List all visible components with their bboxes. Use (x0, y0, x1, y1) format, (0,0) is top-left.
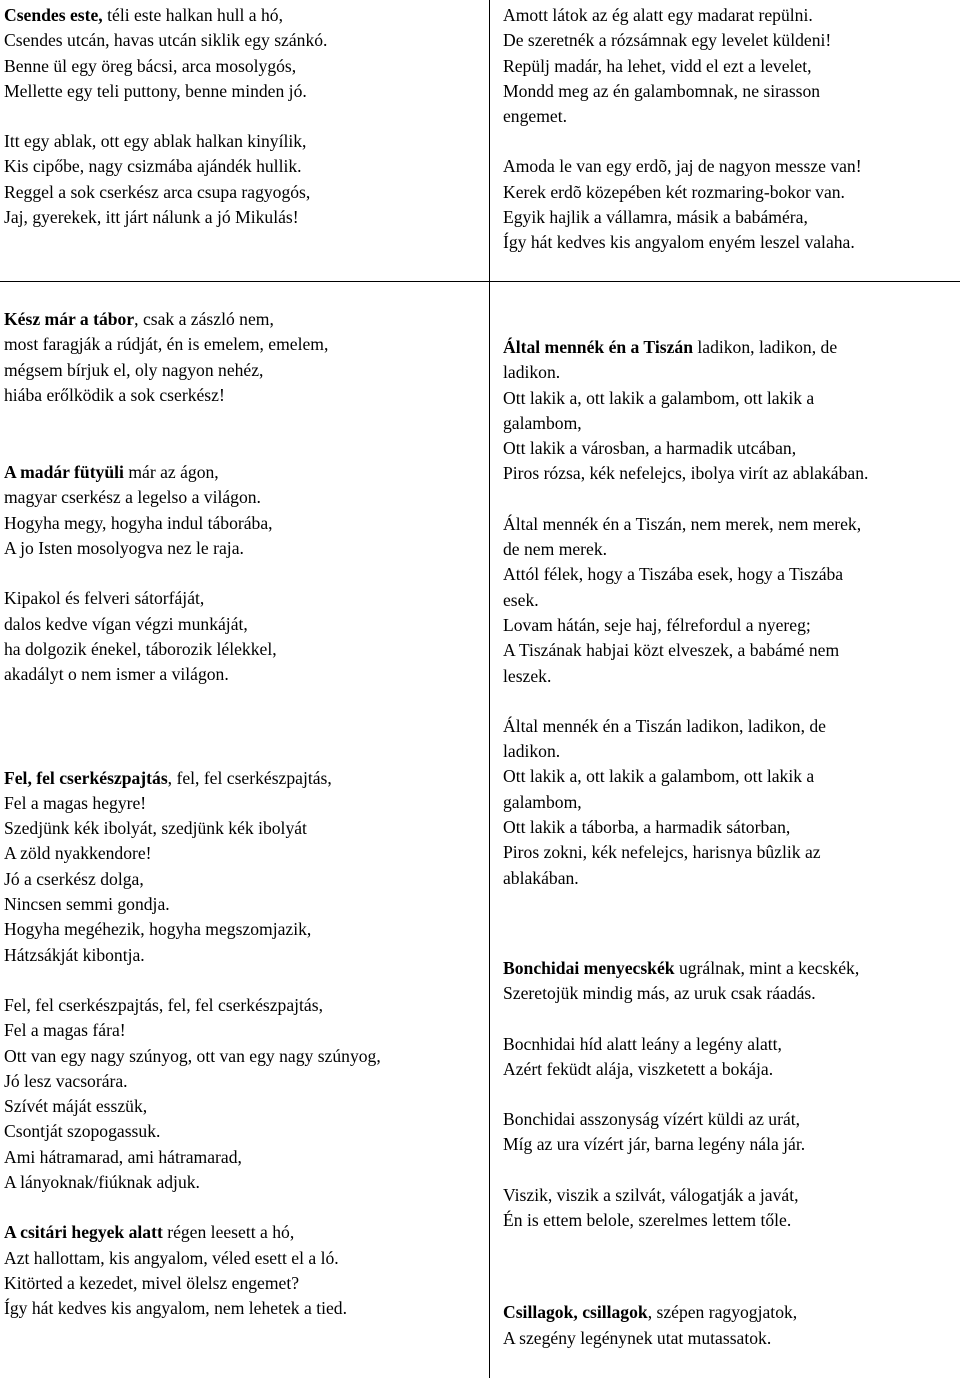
verse-text: Bonchidai asszonyság vízért küldi az urát, (503, 1109, 801, 1130)
verse-text: Attól félek, hogy a Tiszába esek, hogy a Tiszába (503, 564, 844, 585)
verse-text: Ott lakik a, ott lakik a galambom, ott lakik a (503, 766, 815, 787)
stanza (503, 1032, 868, 1083)
verse-text: ha dolgozik énekel, táborozik lélekkel, (4, 638, 277, 659)
verse-text: Fel a magas fára! (4, 1020, 126, 1041)
verse-text: A lányoknak/fiúknak adjuk. (4, 1172, 200, 1193)
verse-line (4, 791, 381, 816)
section-top-left (4, 3, 327, 230)
verse-line (4, 993, 381, 1018)
stanza (4, 460, 381, 561)
verse-text: engemet. (503, 106, 567, 127)
verse-line (503, 205, 862, 230)
stanza (503, 956, 868, 1007)
verse-title: Kész már a tábor (4, 309, 135, 329)
verse-line (503, 230, 862, 255)
verse-text: Jó lesz vacsorára. (4, 1070, 128, 1091)
verse-line (503, 1183, 868, 1208)
verse-line (4, 511, 381, 536)
verse-text: magyar cserkész a legelso a világon. (4, 487, 261, 508)
verse-line (503, 1300, 868, 1325)
verse-line (4, 917, 381, 942)
verse-line (503, 866, 868, 891)
verse-line (503, 79, 862, 104)
verse-line (4, 1094, 381, 1119)
stanza (4, 129, 327, 230)
verse-line (4, 1220, 381, 1245)
verse-line (4, 766, 381, 791)
stanza (503, 1107, 868, 1158)
verse-line (503, 411, 868, 436)
verse-line (4, 1018, 381, 1043)
verse-text: Azért feküdt alája, viszketett a bokája. (503, 1058, 774, 1079)
verse-line (4, 1296, 381, 1321)
verse-text: ladikon. (503, 741, 561, 762)
verse-line (4, 383, 381, 408)
verse-line (4, 841, 381, 866)
verse-line (503, 714, 868, 739)
verse-line (503, 739, 868, 764)
section-bottom-left (4, 307, 381, 1322)
verse-text: Én is ettem belole, szerelmes lettem tőle. (503, 1210, 792, 1231)
stanza (4, 993, 381, 1195)
verse-line (503, 1132, 868, 1157)
verse-line (4, 307, 381, 332)
column-divider (489, 0, 490, 1378)
verse-text: ugrálnak, mint a kecskék, (674, 957, 860, 978)
verse-line (503, 790, 868, 815)
verse-line (503, 335, 868, 360)
section-top-right (503, 3, 862, 256)
verse-line (503, 386, 868, 411)
verse-title: A madár fütyüli (4, 462, 124, 483)
verse-text: , csak a zászló nem, (134, 309, 274, 329)
verse-line (503, 3, 862, 28)
verse-title: Csillagok, csillagok (503, 1302, 648, 1323)
verse-line (4, 54, 327, 79)
verse-line (4, 816, 381, 841)
verse-text: Jó a cserkész dolga, (4, 868, 144, 889)
verse-line (4, 28, 327, 53)
verse-text: Ami hátramarad, ami hátramarad, (4, 1146, 242, 1167)
verse-line (503, 28, 862, 53)
verse-text: Míg az ura vízért jár, barna legény nála jár. (503, 1134, 806, 1155)
verse-line (4, 586, 381, 611)
verse-text: Ott lakik a táborba, a harmadik sátorban, (503, 817, 791, 838)
verse-text: Benne ül egy öreg bácsi, arca mosolygós, (4, 55, 297, 76)
verse-line (4, 1246, 381, 1271)
verse-text: Hátzsákját kibontja. (4, 944, 145, 965)
verse-line (503, 1057, 868, 1082)
verse-text: Csendes utcán, havas utcán siklik egy szánkó. (4, 30, 328, 51)
verse-text: leszek. (503, 665, 552, 686)
verse-line (4, 180, 327, 205)
verse-line (4, 460, 381, 485)
stanza (503, 1300, 868, 1351)
stanza (503, 714, 868, 891)
verse-line (503, 613, 868, 638)
verse-line (4, 205, 327, 230)
verse-text: A Tiszának habjai közt elveszek, a babámé nem (503, 640, 840, 661)
verse-line (503, 360, 868, 385)
verse-title: Bonchidai menyecskék (503, 957, 675, 978)
verse-line (503, 981, 868, 1006)
verse-line (4, 892, 381, 917)
verse-text: ladikon. (503, 362, 561, 383)
verse-text: Ott van egy nagy szúnyog, ott van egy nagy szúnyog, (4, 1045, 381, 1066)
verse-text: Ott lakik a, ott lakik a galambom, ott lakik a (503, 387, 815, 408)
verse-text: dalos kedve vígan végzi munkáját, (4, 613, 248, 634)
verse-line (503, 537, 868, 562)
verse-title: Csendes este, (4, 5, 103, 25)
verse-text: A szegény legénynek utat mutassatok. (503, 1327, 772, 1348)
verse-text: téli este halkan hull a hó, (102, 5, 284, 25)
verse-title: Fel, fel cserkészpajtás (4, 767, 168, 788)
stanza (503, 1183, 868, 1234)
stanza (4, 1220, 381, 1321)
verse-line (503, 1032, 868, 1057)
verse-text: Így hát kedves kis angyalom enyém leszel valaha. (503, 232, 855, 253)
verse-text: , szépen ragyogjatok, (647, 1302, 798, 1323)
verse-text: De szeretnék a rózsámnak egy levelet küldeni! (503, 30, 832, 51)
verse-text: galambom, (503, 412, 582, 433)
verse-line (503, 461, 868, 486)
verse-text: A zöld nyakkendore! (4, 843, 152, 864)
verse-text: Kitörted a kezedet, mivel ölelsz engemet? (4, 1272, 300, 1293)
verse-line (503, 815, 868, 840)
verse-line (4, 637, 381, 662)
verse-text: mégsem bírjuk el, oly nagyon nehéz, (4, 359, 264, 380)
verse-line (4, 358, 381, 383)
stanza (4, 307, 381, 408)
verse-text: Hogyha megéhezik, hogyha megszomjazik, (4, 919, 312, 940)
verse-line (4, 1069, 381, 1094)
verse-line (4, 536, 381, 561)
verse-text: Amott látok az ég alatt egy madarat repülni. (503, 5, 813, 25)
verse-line (503, 436, 868, 461)
verse-text: Itt egy ablak, ott egy ablak halkan kinyílik, (4, 131, 307, 152)
verse-text: Ott lakik a városban, a harmadik utcában, (503, 438, 797, 459)
verse-line (503, 956, 868, 981)
verse-text: Hogyha megy, hogyha indul táborába, (4, 512, 273, 533)
verse-line (4, 612, 381, 637)
verse-line (503, 154, 862, 179)
verse-text: Azt hallottam, kis angyalom, véled esett el a ló. (4, 1247, 339, 1268)
verse-text: akadályt o nem ismer a világon. (4, 664, 229, 685)
verse-line (503, 562, 868, 587)
section-bottom-right (503, 335, 868, 1351)
verse-line (503, 840, 868, 865)
verse-line (4, 1271, 381, 1296)
verse-text: Mellette egy teli puttony, benne minden jó. (4, 80, 307, 101)
verse-text: Kis cipőbe, nagy csizmába ajándék hullik. (4, 156, 302, 177)
verse-line (4, 154, 327, 179)
verse-text: Kipakol és felveri sátorfáját, (4, 588, 205, 609)
verse-text: Reggel a sok cserkész arca csupa ragyogós, (4, 181, 311, 202)
verse-line (503, 588, 868, 613)
verse-text: Piros rózsa, kék nefelejcs, ibolya virít az ablakában. (503, 463, 869, 484)
verse-text: régen leesett a hó, (162, 1222, 295, 1243)
verse-text: Mondd meg az én galambomnak, ne sirasson (503, 80, 821, 101)
verse-line (4, 129, 327, 154)
verse-text: Piros zokni, kék nefelejcs, harisnya bûzlik az (503, 842, 821, 863)
verse-text: hiába erőlködik a sok cserkész! (4, 384, 225, 405)
verse-text: most faragják a rúdját, én is emelem, emelem, (4, 334, 329, 355)
verse-line (503, 638, 868, 663)
verse-text: Bocnhidai híd alatt leány a legény alatt, (503, 1033, 782, 1054)
verse-line (503, 104, 862, 129)
verse-title: A csitári hegyek alatt (4, 1222, 163, 1243)
verse-text: A jo Isten mosolyogva nez le raja. (4, 538, 244, 559)
verse-line (503, 1208, 868, 1233)
verse-text: már az ágon, (123, 462, 219, 483)
verse-text: esek. (503, 589, 539, 610)
verse-text: Kerek erdõ közepében két rozmaring-bokor van. (503, 181, 845, 202)
verse-text: Által mennék én a Tiszán ladikon, ladikon, de (503, 715, 826, 736)
stanza (503, 3, 862, 129)
verse-text: Repülj madár, ha lehet, vidd el ezt a levelet, (503, 55, 812, 76)
verse-text: Nincsen semmi gondja. (4, 894, 170, 915)
verse-text: Jaj, gyerekek, itt járt nálunk a jó Mikulás! (4, 207, 299, 228)
stanza (4, 3, 327, 104)
verse-text: Szívét máját esszük, (4, 1096, 148, 1117)
verse-line (4, 1044, 381, 1069)
verse-line (503, 180, 862, 205)
verse-text: Szedjünk kék ibolyát, szedjünk kék ibolyát (4, 818, 307, 839)
stanza (503, 335, 868, 487)
verse-text: Fel, fel cserkészpajtás, fel, fel cserkészpajtás, (4, 994, 323, 1015)
verse-line (4, 1170, 381, 1195)
verse-line (503, 54, 862, 79)
verse-line (4, 1145, 381, 1170)
verse-line (503, 1326, 868, 1351)
verse-line (4, 662, 381, 687)
stanza (4, 586, 381, 687)
verse-line (4, 3, 327, 28)
stanza (503, 154, 862, 255)
verse-line (4, 943, 381, 968)
verse-text: Lovam hátán, seje haj, félrefordul a nyereg; (503, 614, 811, 635)
section-divider (0, 281, 960, 282)
verse-text: Által mennék én a Tiszán, nem merek, nem merek, (503, 513, 862, 534)
verse-line (4, 332, 381, 357)
verse-text: de nem merek. (503, 539, 608, 560)
verse-text: , fel, fel cserkészpajtás, (167, 767, 332, 788)
stanza (4, 766, 381, 968)
verse-text: ablakában. (503, 867, 579, 888)
verse-line (4, 1119, 381, 1144)
verse-text: Viszik, viszik a szilvát, válogatják a javát, (503, 1184, 799, 1205)
verse-text: Amoda le van egy erdõ, jaj de nagyon messze van! (503, 156, 862, 177)
verse-line (503, 512, 868, 537)
verse-line (4, 867, 381, 892)
verse-line (503, 664, 868, 689)
verse-line (4, 79, 327, 104)
verse-text: Így hát kedves kis angyalom, nem lehetek a tied. (4, 1298, 347, 1319)
verse-text: Egyik hajlik a vállamra, másik a babáméra, (503, 207, 808, 228)
verse-text: ladikon, ladikon, de (692, 337, 838, 357)
verse-text: Szeretojük mindig más, az uruk csak ráadás. (503, 983, 816, 1004)
verse-line (503, 764, 868, 789)
verse-text: Csontját szopogassuk. (4, 1121, 161, 1142)
verse-line (4, 485, 381, 510)
stanza (503, 512, 868, 689)
verse-text: galambom, (503, 791, 582, 812)
verse-title: Által mennék én a Tiszán (503, 337, 693, 357)
verse-text: Fel a magas hegyre! (4, 792, 147, 813)
verse-line (503, 1107, 868, 1132)
